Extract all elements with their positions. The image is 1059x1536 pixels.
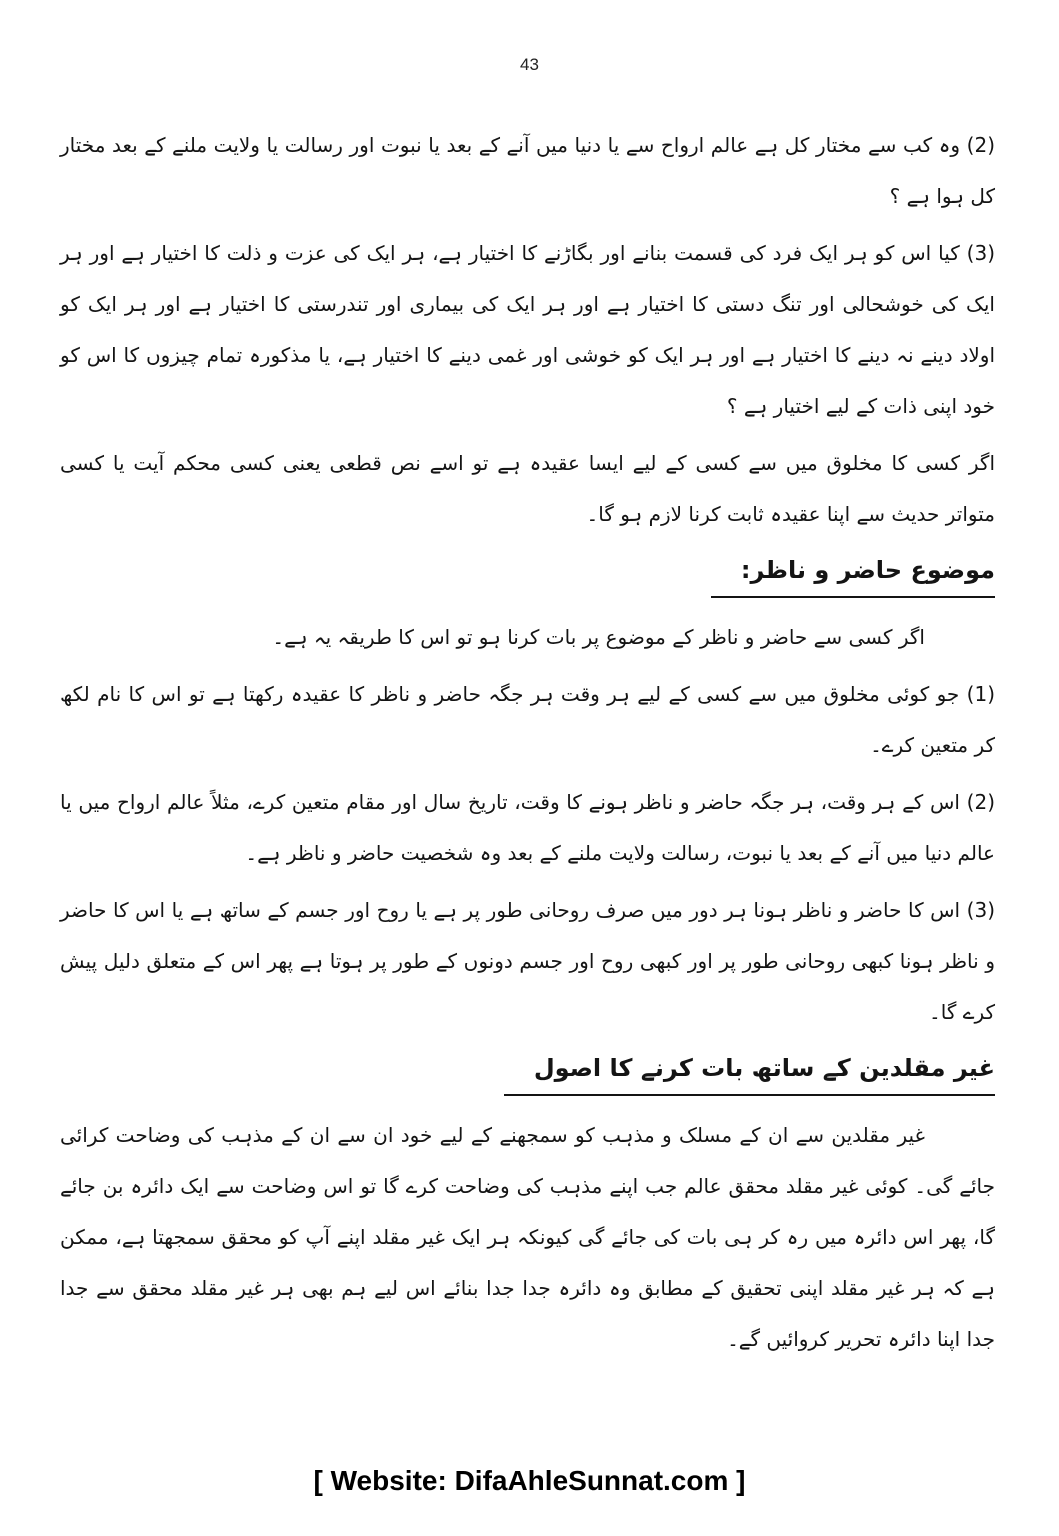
ghair-muqallid-body: غیر مقلدین سے ان کے مسلک و مذہب کو سمجھنے کے لیے خود ان سے ان کے مذہب کی وضاحت کرائی جائے گی۔ کوئی غیر مقلد محقق عالم جب اپنے مذہب کی وضاحت کرے گا تو اس وضاحت سے ایک دائرہ بن جائے گا، پھر اس دائرہ میں رہ کر ہی بات کی جائے گی کیونکہ ہر ایک غیر مقلد اپنے آپ کو محقق سمجھتا ہے، ممکن ہے کہ ہر غیر مقلد اپنی تحقیق کے مطابق وہ دائرہ جدا جدا بنائے اس لیے ہم بھی ہر غیر مقلد محقق سے جدا جدا اپنا دائرہ تحریر کروائیں گے۔ [60, 1123, 995, 1351]
hazir-nazir-heading: موضوع حاضر و ناظر: [711, 548, 995, 598]
hazir-nazir-point-3: (3) اس کا حاضر و ناظر ہونا ہر دور میں صرف روحانی طور پر ہے یا روح اور جسم کے ساتھ ہے یا اس کا حاضر و ناظر ہونا کبھی روحانی طور پر اور کبھی روح اور جسم دونوں کے طور پر ہوتا ہے پھر اس کے متعلق دلیل پیش کرے گا۔ [60, 898, 995, 1024]
website-footer: [ Website: DifaAhleSunnat.com ] [313, 1465, 746, 1496]
intro-conclusion: اگر کسی کا مخلوق میں سے کسی کے لیے ایسا عقیدہ ہے تو اسے نص قطعی یعنی کسی محکم آیت یا کسی متواتر حدیث سے اپنا عقیدہ ثابت کرنا لازم ہو گا۔ [60, 451, 995, 526]
ghair-muqallid-heading-wrap [60, 1046, 995, 1096]
hazir-nazir-heading-wrap [60, 548, 995, 598]
page-content [60, 120, 995, 1371]
ghair-muqallid-heading: غیر مقلدین کے ساتھ بات کرنے کا اصول [504, 1046, 995, 1096]
hazir-nazir-lead: اگر کسی سے حاضر و ناظر کے موضوع پر بات کرنا ہو تو اس کا طریقہ یہ ہے۔ [272, 625, 925, 649]
hazir-nazir-point-2: (2) اس کے ہر وقت، ہر جگہ حاضر و ناظر ہونے کا وقت، تاریخ سال اور مقام متعین کرے، مثلاً عالم ارواح میں یا عالم دنیا میں آنے کے بعد یا نبوت، رسالت ولایت ملنے کے بعد وہ شخصیت حاضر و ناظر ہے۔ [60, 790, 995, 865]
intro-point-2: (2) وہ کب سے مختار کل ہے عالم ارواح سے یا دنیا میں آنے کے بعد یا نبوت اور رسالت یا ولایت ملنے کے بعد مختار کل ہوا ہے ؟ [60, 133, 995, 208]
hazir-nazir-point-1: (1) جو کوئی مخلوق میں سے کسی کے لیے ہر وقت ہر جگہ حاضر و ناظر کا عقیدہ رکھتا ہے تو اس کا نام لکھ کر متعین کرے۔ [60, 682, 995, 757]
intro-point-3: (3) کیا اس کو ہر ایک فرد کی قسمت بنانے اور بگاڑنے کا اختیار ہے، ہر ایک کی عزت و ذلت کا اختیار ہے اور ہر ایک کی خوشحالی اور تنگ دستی کا اختیار ہے اور ہر ایک کی بیماری اور تندرستی کا اختیار ہے اور ہر ایک کو اولاد دینے نہ دینے کا اختیار ہے اور ہر ایک کو خوشی اور غمی دینے کا اختیار ہے، یا مذکورہ تمام چیزوں کا اس کو خود اپنی ذات کے لیے اختیار ہے ؟ [60, 241, 995, 418]
page-number: 43 [520, 55, 539, 74]
